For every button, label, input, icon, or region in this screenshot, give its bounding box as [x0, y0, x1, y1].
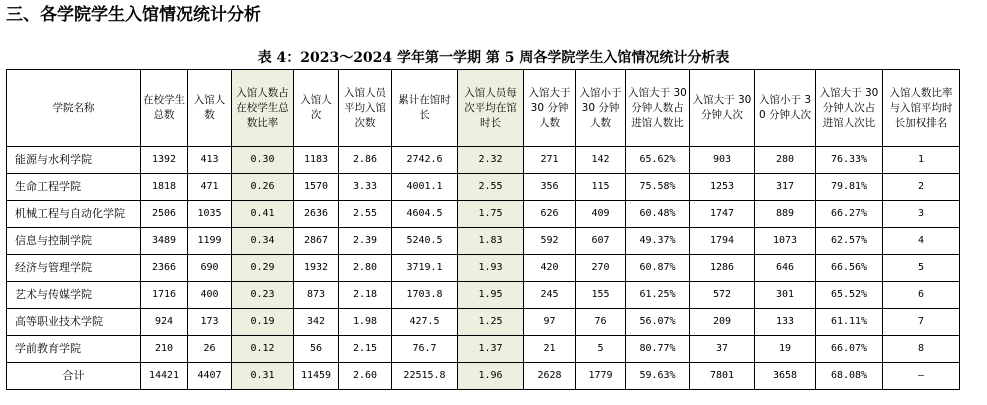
- table-cell: 903: [690, 147, 755, 174]
- table-cell: 0.26: [232, 174, 294, 201]
- college-name-cell: 经济与管理学院: [7, 255, 141, 282]
- table-row: [7, 336, 960, 363]
- table-cell: 400: [188, 282, 232, 309]
- table-header-row: [7, 70, 960, 147]
- table-cell: 2636: [294, 201, 339, 228]
- column-header: 累计在馆时长: [392, 70, 458, 147]
- table-cell: 1392: [141, 147, 188, 174]
- table-row: [7, 174, 960, 201]
- table-cell: 420: [524, 255, 576, 282]
- table-cell: 79.81%: [816, 174, 883, 201]
- table-cell: 7801: [690, 363, 755, 390]
- college-name-cell: 学前教育学院: [7, 336, 141, 363]
- table-cell: 0.31: [232, 363, 294, 390]
- table-cell: 1253: [690, 174, 755, 201]
- table-cell: 409: [576, 201, 626, 228]
- table-row: [7, 309, 960, 336]
- table-cell: 1747: [690, 201, 755, 228]
- table-cell: 626: [524, 201, 576, 228]
- table-cell: 3.33: [339, 174, 392, 201]
- column-header: 入馆人员平均入馆次数: [339, 70, 392, 147]
- column-header: 入馆人员每次平均在馆时长: [458, 70, 524, 147]
- table-cell: 59.63%: [626, 363, 690, 390]
- table-cell: 2.32: [458, 147, 524, 174]
- table-row: [7, 255, 960, 282]
- table-cell: 0.12: [232, 336, 294, 363]
- table-cell: 4: [883, 228, 960, 255]
- table-cell: 1.93: [458, 255, 524, 282]
- table-cell: 49.37%: [626, 228, 690, 255]
- table-row: [7, 228, 960, 255]
- table-cell: 65.52%: [816, 282, 883, 309]
- table-cell: 66.27%: [816, 201, 883, 228]
- column-header: 在校学生总数: [141, 70, 188, 147]
- table-cell: 3: [883, 201, 960, 228]
- table-cell: 592: [524, 228, 576, 255]
- table-cell: 142: [576, 147, 626, 174]
- column-header: 入馆小于 30 分钟人数: [576, 70, 626, 147]
- table-cell: 56.07%: [626, 309, 690, 336]
- table-cell: 2366: [141, 255, 188, 282]
- table-cell: 1570: [294, 174, 339, 201]
- college-name-cell: 能源与水利学院: [7, 147, 141, 174]
- table-cell: 413: [188, 147, 232, 174]
- table-cell: 76.33%: [816, 147, 883, 174]
- table-cell: 3719.1: [392, 255, 458, 282]
- table-cell: 65.62%: [626, 147, 690, 174]
- table-cell: 8: [883, 336, 960, 363]
- column-header: 入馆大于 30 分钟人数: [524, 70, 576, 147]
- table-cell: 210: [141, 336, 188, 363]
- table-cell: 1.95: [458, 282, 524, 309]
- table-cell: 76.7: [392, 336, 458, 363]
- table-cell: 1286: [690, 255, 755, 282]
- table-row: [7, 201, 960, 228]
- table-cell: 209: [690, 309, 755, 336]
- table-row: [7, 282, 960, 309]
- table-cell: 271: [524, 147, 576, 174]
- table-cell: 356: [524, 174, 576, 201]
- table-cell: 1.96: [458, 363, 524, 390]
- table-cell: 56: [294, 336, 339, 363]
- table-cell: 1779: [576, 363, 626, 390]
- column-header: 入馆大于 30 分钟人次占进馆人次比: [816, 70, 883, 147]
- table-caption: 表 4：2023～2024 学年第一学期 第 5 周各学院学生入馆情况统计分析表: [257, 50, 730, 66]
- table-cell: 2.80: [339, 255, 392, 282]
- table-cell: 155: [576, 282, 626, 309]
- table-cell: 1.37: [458, 336, 524, 363]
- table-cell: 2.86: [339, 147, 392, 174]
- table-cell: 873: [294, 282, 339, 309]
- table-cell: 68.08%: [816, 363, 883, 390]
- table-cell: 4407: [188, 363, 232, 390]
- table-cell: 173: [188, 309, 232, 336]
- table-cell: 61.11%: [816, 309, 883, 336]
- table-cell: 1716: [141, 282, 188, 309]
- column-header: 入馆人数比率与入馆平均时长加权排名: [883, 70, 960, 147]
- column-header: 入馆大于 30 分钟人数占进馆人数比: [626, 70, 690, 147]
- table-cell: 1932: [294, 255, 339, 282]
- table-cell: 7: [883, 309, 960, 336]
- table-cell: 3658: [755, 363, 816, 390]
- table-cell: 115: [576, 174, 626, 201]
- table-cell: 1073: [755, 228, 816, 255]
- table-cell: 2.15: [339, 336, 392, 363]
- table-cell: 19: [755, 336, 816, 363]
- table-cell: 1818: [141, 174, 188, 201]
- table-cell: 1.25: [458, 309, 524, 336]
- table-cell: 1035: [188, 201, 232, 228]
- column-header: 入馆人次: [294, 70, 339, 147]
- table-body: [7, 147, 960, 390]
- table-cell: 572: [690, 282, 755, 309]
- college-name-cell: 机械工程与自动化学院: [7, 201, 141, 228]
- table-cell: 22515.8: [392, 363, 458, 390]
- table-cell: 924: [141, 309, 188, 336]
- table-cell: 3489: [141, 228, 188, 255]
- table-cell: 5240.5: [392, 228, 458, 255]
- table-cell: 0.19: [232, 309, 294, 336]
- table-cell: 37: [690, 336, 755, 363]
- table-row: [7, 147, 960, 174]
- table-cell: 1.75: [458, 201, 524, 228]
- table-cell: 62.57%: [816, 228, 883, 255]
- table-cell: 0.41: [232, 201, 294, 228]
- table-cell: 11459: [294, 363, 339, 390]
- table-cell: 2628: [524, 363, 576, 390]
- table-cell: 26: [188, 336, 232, 363]
- table-cell: 1183: [294, 147, 339, 174]
- table-cell: 2506: [141, 201, 188, 228]
- table-cell: 133: [755, 309, 816, 336]
- table-cell: 280: [755, 147, 816, 174]
- table-cell: 270: [576, 255, 626, 282]
- table-cell: 646: [755, 255, 816, 282]
- table-cell: 66.07%: [816, 336, 883, 363]
- column-header: 入馆小于 30 分钟人次: [755, 70, 816, 147]
- table-cell: 1: [883, 147, 960, 174]
- table-cell: 1.83: [458, 228, 524, 255]
- table-cell: 76: [576, 309, 626, 336]
- table-cell: 1.98: [339, 309, 392, 336]
- table-cell: 2742.6: [392, 147, 458, 174]
- table-cell: 0.23: [232, 282, 294, 309]
- table-cell: 4001.1: [392, 174, 458, 201]
- table-cell: 2.55: [458, 174, 524, 201]
- table-cell: 0.30: [232, 147, 294, 174]
- college-name-cell: 高等职业技术学院: [7, 309, 141, 336]
- total-label-cell: 合计: [7, 363, 141, 390]
- table-cell: 14421: [141, 363, 188, 390]
- table-cell: 21: [524, 336, 576, 363]
- table-cell: 61.25%: [626, 282, 690, 309]
- section-title: 三、各学院学生入馆情况统计分析: [6, 5, 261, 25]
- table-cell: 2.39: [339, 228, 392, 255]
- table-cell: 342: [294, 309, 339, 336]
- table-cell: 2.18: [339, 282, 392, 309]
- table-cell: 5: [883, 255, 960, 282]
- table-cell: 6: [883, 282, 960, 309]
- college-name-cell: 信息与控制学院: [7, 228, 141, 255]
- table-cell: 889: [755, 201, 816, 228]
- table-cell: 317: [755, 174, 816, 201]
- table-cell: —: [883, 363, 960, 390]
- table-cell: 97: [524, 309, 576, 336]
- table-cell: 0.29: [232, 255, 294, 282]
- table-cell: 4604.5: [392, 201, 458, 228]
- column-header: 入馆大于 30 分钟人次: [690, 70, 755, 147]
- table-cell: 60.48%: [626, 201, 690, 228]
- stats-table: [6, 69, 960, 390]
- column-header: 入馆人数: [188, 70, 232, 147]
- column-header: 入馆人数占在校学生总数比率: [232, 70, 294, 147]
- table-cell: 2.60: [339, 363, 392, 390]
- table-cell: 2: [883, 174, 960, 201]
- college-name-cell: 生命工程学院: [7, 174, 141, 201]
- table-cell: 1199: [188, 228, 232, 255]
- table-cell: 2867: [294, 228, 339, 255]
- table-cell: 75.58%: [626, 174, 690, 201]
- column-header: 学院名称: [7, 70, 141, 147]
- table-cell: 245: [524, 282, 576, 309]
- table-cell: 427.5: [392, 309, 458, 336]
- table-cell: 0.34: [232, 228, 294, 255]
- table-cell: 80.77%: [626, 336, 690, 363]
- college-name-cell: 艺术与传媒学院: [7, 282, 141, 309]
- table-cell: 1703.8: [392, 282, 458, 309]
- table-cell: 690: [188, 255, 232, 282]
- table-cell: 2.55: [339, 201, 392, 228]
- table-cell: 66.56%: [816, 255, 883, 282]
- table-cell: 5: [576, 336, 626, 363]
- table-cell: 607: [576, 228, 626, 255]
- table-cell: 301: [755, 282, 816, 309]
- table-cell: 1794: [690, 228, 755, 255]
- table-cell: 471: [188, 174, 232, 201]
- table-cell: 60.87%: [626, 255, 690, 282]
- total-row: [7, 363, 960, 390]
